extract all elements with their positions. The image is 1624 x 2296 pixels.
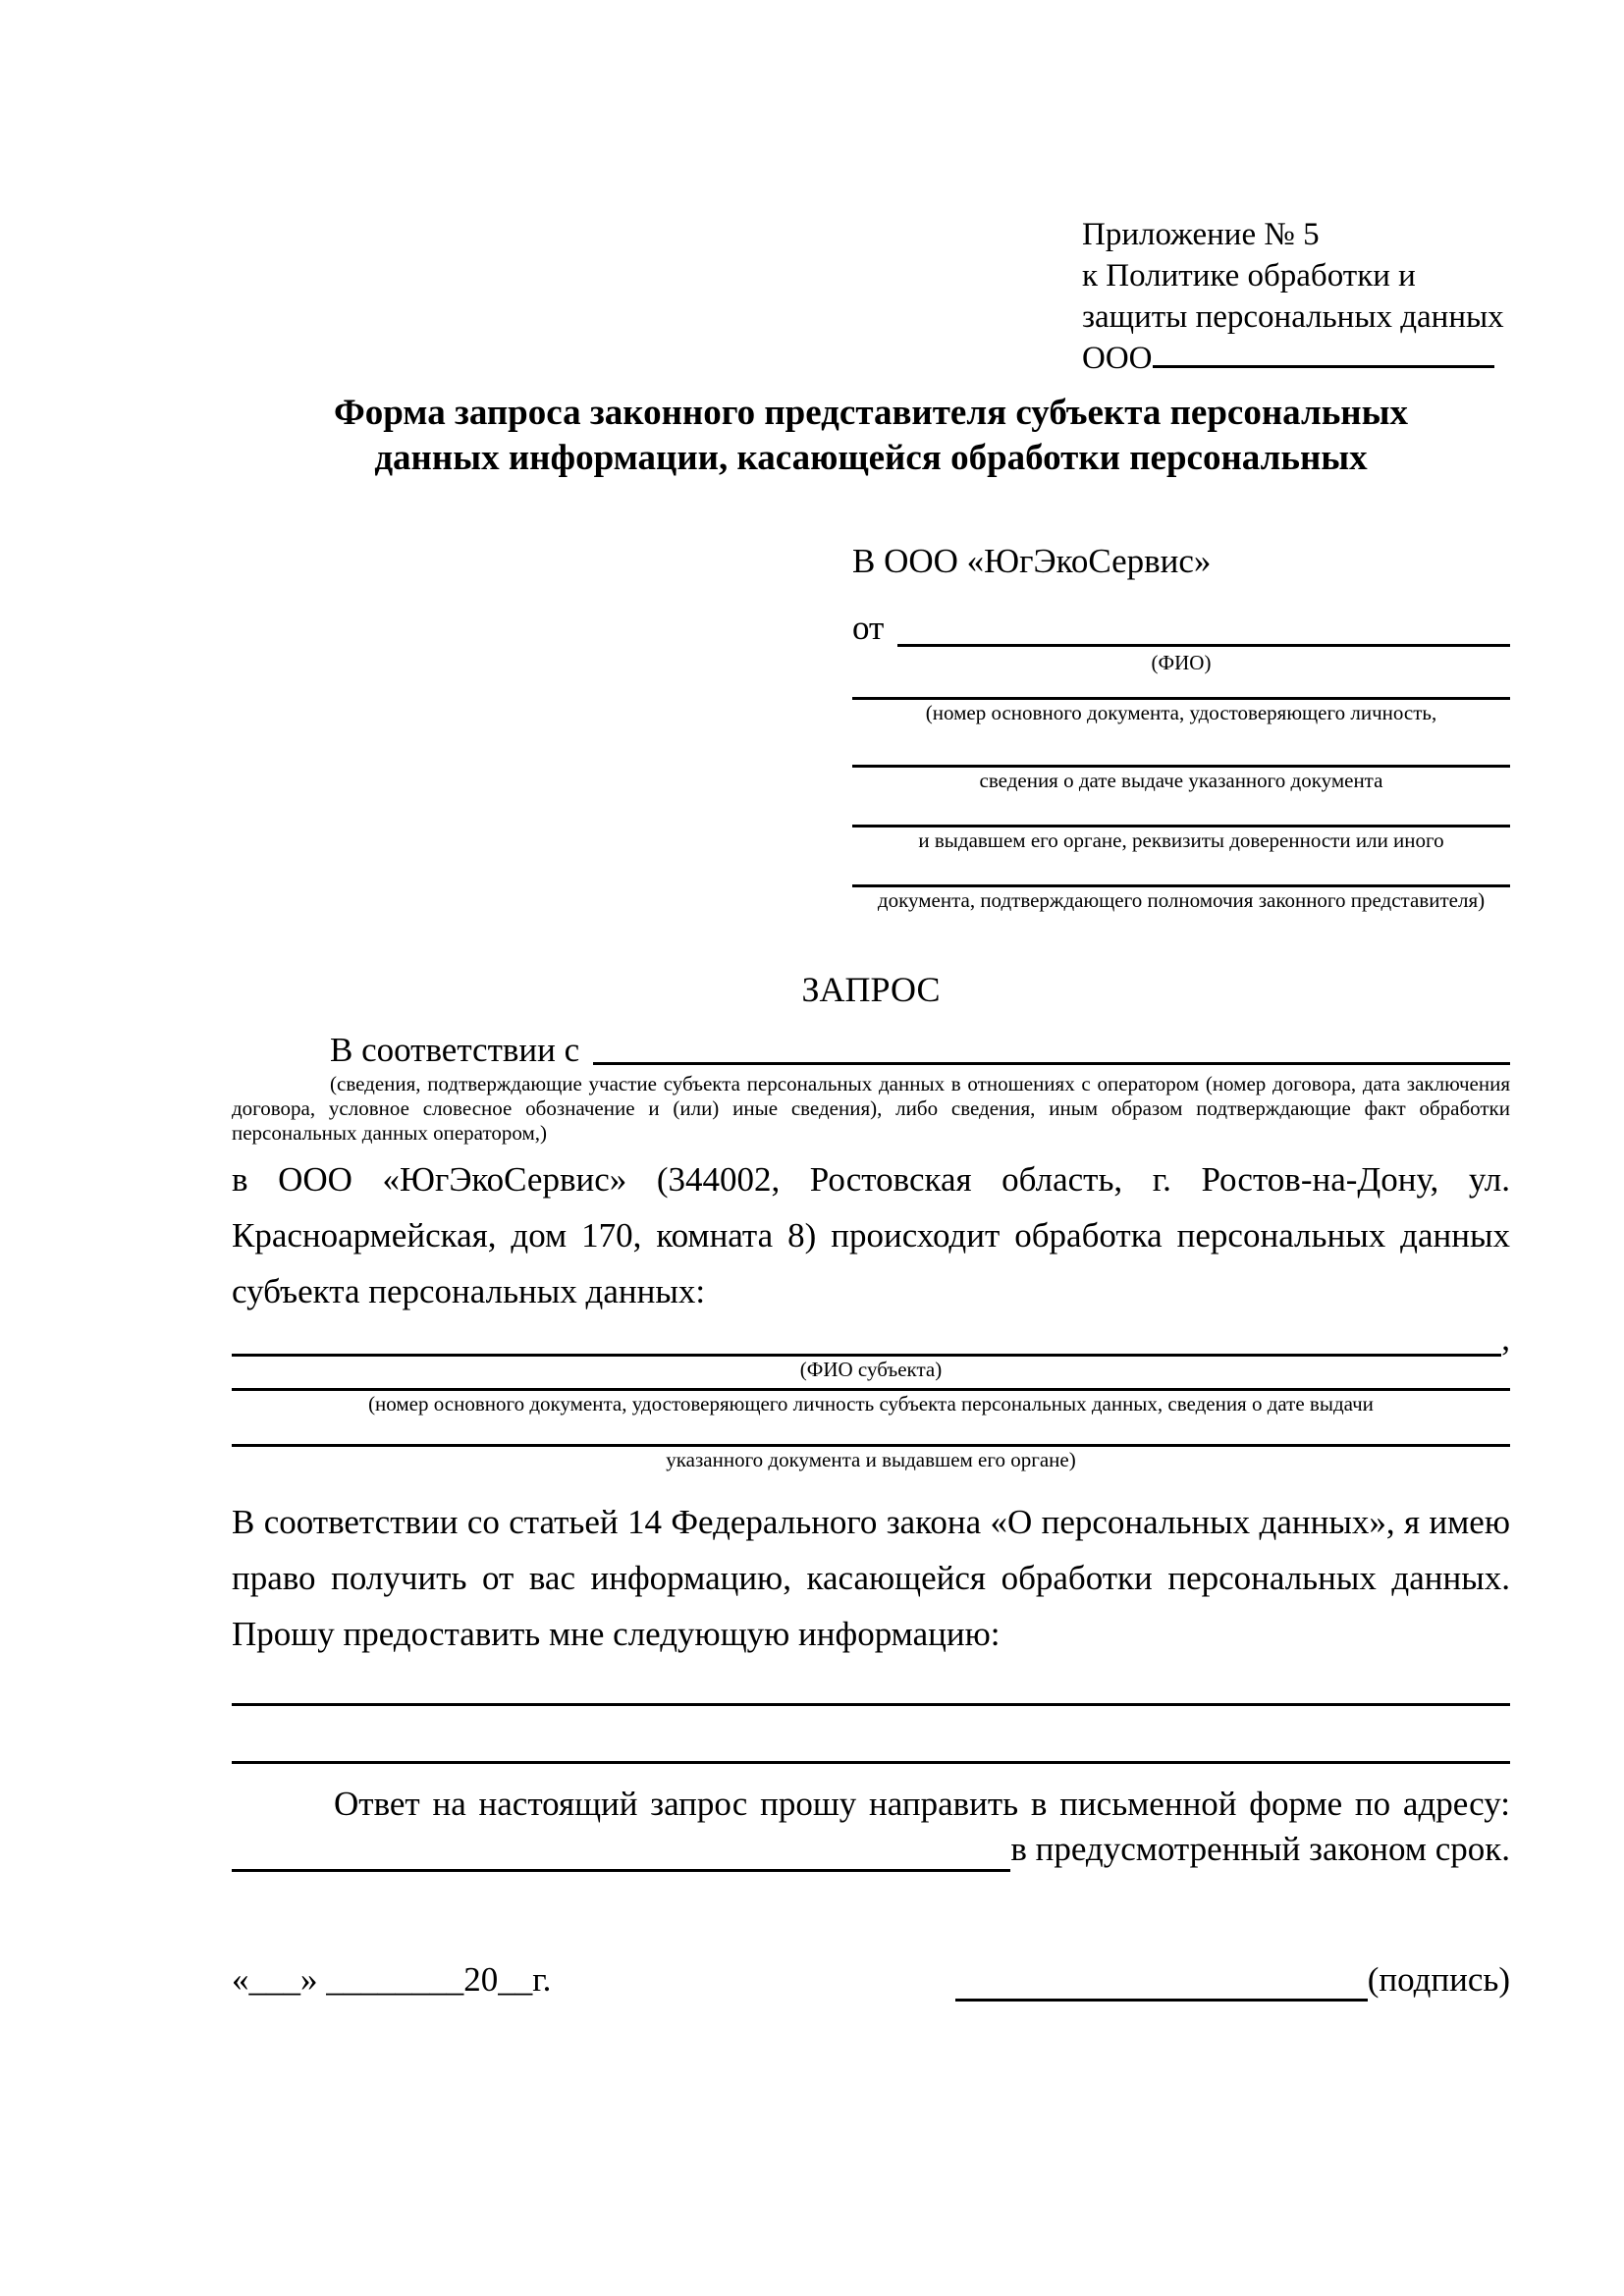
from-label: от <box>852 609 885 648</box>
document-number-blank-line <box>852 675 1510 700</box>
fio-blank-line <box>897 607 1510 647</box>
annex-line-2: к Политике обработки и <box>1082 258 1416 294</box>
response-address-row <box>232 1827 1510 1872</box>
annex-block <box>1082 214 1510 379</box>
trailing-comma: , <box>1501 1319 1510 1359</box>
operator-paragraph: в ООО «ЮгЭкоСервис» (344002, Ростовская область, г. Ростов-на-Дону, ул. Красноармейская, дом 170, комната 8) происходит обработка персональных данных субъекта персональных данных: <box>232 1160 1510 1311</box>
document-title-line-2: данных информации, касающейся обработки персональных <box>374 438 1368 479</box>
subject-fio-blank-line <box>232 1340 1501 1357</box>
annex-line-1: Приложение № 5 <box>1082 217 1320 252</box>
annex-line-3: защиты персональных данных <box>1082 299 1504 335</box>
company-blank-line <box>1153 338 1494 368</box>
authority-document-blank-line <box>852 853 1510 887</box>
subject-authority-caption: указанного документа и выдавшем его органе) <box>666 1448 1076 1472</box>
annex-company-line <box>1082 338 1510 379</box>
response-paragraph: Ответ на настоящий запрос прошу направить в письменной форме по адресу: <box>334 1785 1510 1824</box>
company-prefix: ООО <box>1082 341 1153 377</box>
signature-caption: (подпись) <box>1367 1960 1510 2000</box>
information-blank-line-1 <box>232 1662 1510 1706</box>
subject-document-blank-line <box>232 1382 1510 1391</box>
subject-authority-blank-line <box>232 1416 1510 1447</box>
information-blank-line-2 <box>232 1706 1510 1764</box>
document-title-line-1: Форма запроса законного представителя субъекта персональных <box>333 393 1408 434</box>
law-paragraph: В соответствии со статьей 14 Федерального закона «О персональных данных», я имею право получить от вас информацию, касающейся обработки персональных данных. Прошу предоставить мне следующую информацию: <box>232 1503 1510 1654</box>
issue-date-blank-line <box>852 725 1510 768</box>
issuing-authority-blank-line <box>852 793 1510 828</box>
request-heading: ЗАПРОС <box>801 970 941 1010</box>
subject-document-caption: (номер основного документа, удостоверяющего личность субъекта персональных данных, сведения о дате выдачи <box>368 1392 1374 1416</box>
accordance-caption: (сведения, подтверждающие участие субъекта персональных данных в отношениях с оператором (номер договора, дата заключения договора, условное словесное обозначение и (или) иные сведения), либо сведения, иным образом подтверждающие факт обработки персональных данных оператором,) <box>232 1072 1510 1146</box>
footer-row <box>232 1958 1510 2002</box>
authority-document-caption: документа, подтверждающего полномочия законного представителя) <box>877 888 1486 913</box>
accordance-label: В соответствии с <box>330 1031 580 1070</box>
fio-caption: (ФИО) <box>1151 651 1212 675</box>
response-suffix: в предусмотренный законом срок. <box>1010 1830 1510 1869</box>
accordance-row <box>232 1029 1510 1072</box>
addressee-block <box>852 540 1510 913</box>
subject-fio-caption: (ФИО субъекта) <box>799 1358 943 1382</box>
issuing-authority-caption: и выдавшем его органе, реквизиты доверенности или иного <box>918 828 1444 853</box>
accordance-blank-line <box>593 1029 1510 1065</box>
document-title <box>232 391 1510 481</box>
issue-date-caption: сведения о дате выдаче указанного документа <box>979 769 1383 793</box>
subject-fio-row <box>232 1321 1510 1357</box>
address-blank-line <box>232 1828 1010 1872</box>
date-field: «___» ________20__г. <box>232 1960 552 2000</box>
signature-block <box>955 1958 1510 2002</box>
document-number-caption: (номер основного документа, удостоверяющего личность, <box>925 701 1437 725</box>
addressee-to-line: В ООО «ЮгЭкоСервис» <box>852 542 1212 581</box>
signature-blank-line <box>955 1965 1368 2002</box>
from-row <box>852 607 1510 650</box>
